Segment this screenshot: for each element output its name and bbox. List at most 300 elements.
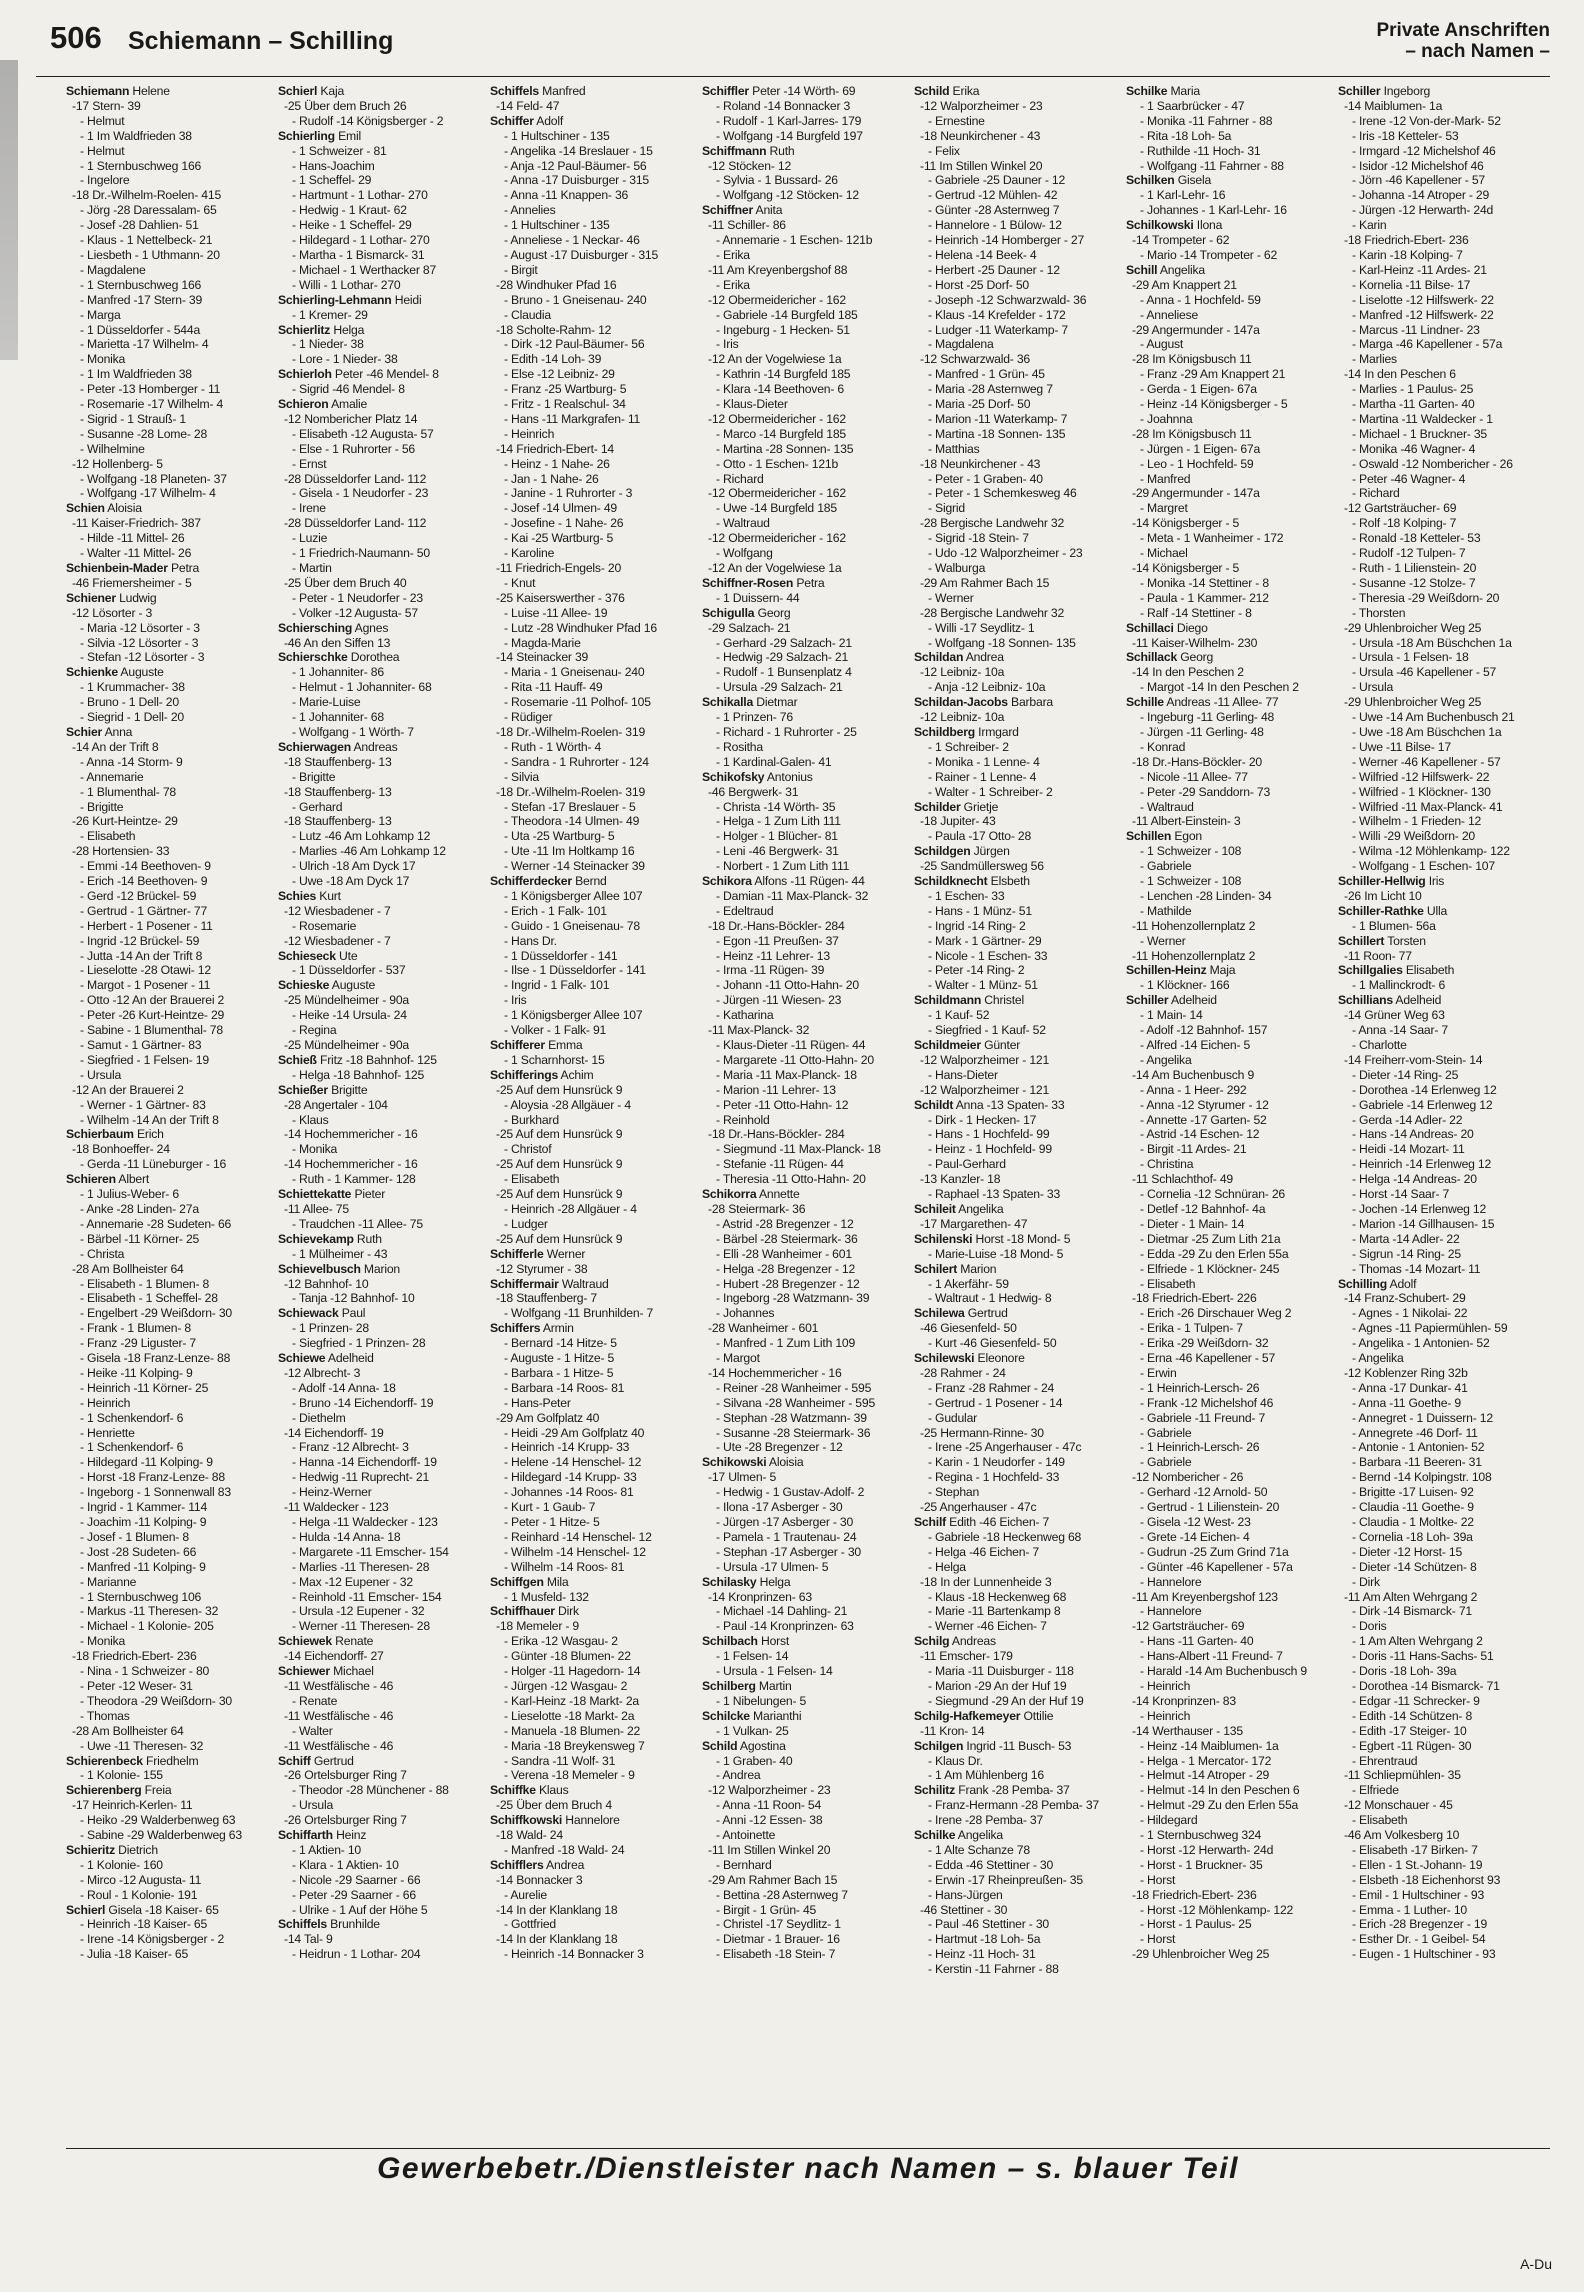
directory-entry: - Erna -46 Kapellener - 57 xyxy=(1140,1351,1276,1366)
directory-entry: - Heinrich xyxy=(80,1395,131,1410)
directory-entry: - Ursula -46 Kapellener - 57 xyxy=(1352,665,1497,680)
directory-entry: - Brigitte xyxy=(292,769,336,784)
directory-entry: - Marcus -11 Lindner- 23 xyxy=(1352,322,1480,337)
directory-entry: -29 Am Golfplatz 40 xyxy=(496,1410,600,1425)
directory-entry: - Ruth - 1 Kammer- 128 xyxy=(292,1172,416,1187)
directory-entry: -25 Über dem Bruch 40 xyxy=(284,575,407,590)
directory-entry: - Michael - 1 Bruckner- 35 xyxy=(1352,426,1488,441)
directory-entry: Schiffers Armin xyxy=(490,1321,574,1336)
directory-entry: Schiffmann Ruth xyxy=(702,143,795,158)
directory-entry: Schierling-Lehmann Heidi xyxy=(278,292,422,307)
directory-entry: - Willi -29 Weißdorn- 20 xyxy=(1352,829,1475,844)
directory-entry: - Frank -12 Michelshof 46 xyxy=(1140,1395,1274,1410)
directory-entry: - Heinz - 1 Hochfeld- 99 xyxy=(928,1142,1052,1157)
directory-entry: - Antonie - 1 Antonien- 52 xyxy=(1352,1440,1485,1455)
directory-entry: -18 Stauffenberg- 13 xyxy=(284,814,392,829)
directory-entry: - Ingelore xyxy=(80,173,130,188)
directory-entry: - Klaus -18 Heckenweg 68 xyxy=(928,1589,1067,1604)
directory-entry: Schiffels Manfred xyxy=(490,84,586,98)
directory-entry: - Josef -14 Ulmen- 49 xyxy=(504,501,617,516)
directory-entry: - Uwe -11 Theresen- 32 xyxy=(80,1738,204,1753)
directory-entry: - Marietta -17 Wilhelm- 4 xyxy=(80,337,209,352)
directory-entry: - Hedwig - 1 Kraut- 62 xyxy=(292,203,407,218)
running-head: Schiemann – Schilling xyxy=(128,27,394,55)
directory-entry: - Edith -17 Steiger- 10 xyxy=(1352,1723,1467,1738)
directory-entry: - Wolfgang -18 Planeten- 37 xyxy=(80,471,227,486)
directory-entry: - 1 Im Waldfrieden 38 xyxy=(80,128,192,143)
directory-entry: - Gabriele xyxy=(1140,859,1192,874)
directory-entry: - Susanne -28 Steiermark- 36 xyxy=(716,1425,871,1440)
directory-entry: -11 Schliepmühlen- 35 xyxy=(1344,1768,1461,1783)
directory-entry: - 1 Aktien- 10 xyxy=(292,1842,362,1857)
directory-entry: - Wolfgang -17 Wilhelm- 4 xyxy=(80,486,216,501)
directory-entry: - Ingeburg - 1 Hecken- 51 xyxy=(716,322,850,337)
directory-entry: - Peter - 1 Hitze- 5 xyxy=(504,1515,600,1529)
directory-entry: - Ingeborg - 1 Sonnenwall 83 xyxy=(80,1485,231,1500)
directory-entry: Schikorra Annette xyxy=(702,1187,800,1202)
directory-entry: - Heinrich xyxy=(1140,1708,1191,1723)
directory-entry: - Helmut xyxy=(80,113,125,128)
directory-entry: -11 Roon- 77 xyxy=(1344,948,1412,963)
directory-entry: - Marlies -11 Theresen- 28 xyxy=(292,1559,430,1574)
directory-entry: - Burkhard xyxy=(504,1112,559,1127)
directory-entry: - Gabriele xyxy=(1140,1425,1192,1440)
directory-entry: -12 Wiesbadener - 7 xyxy=(284,903,391,918)
directory-entry: - Monika xyxy=(80,1634,126,1649)
directory-entry: - Bettina -28 Asternweg 7 xyxy=(716,1887,848,1902)
directory-entry: - 1 Graben- 40 xyxy=(716,1753,793,1768)
directory-entry: -25 Über dem Bruch 26 xyxy=(284,98,407,113)
directory-entry: -46 Giesenfeld- 50 xyxy=(920,1321,1017,1336)
directory-entry: - Margot - 1 Posener - 11 xyxy=(80,978,211,993)
directory-entry: - Jutta -14 An der Trift 8 xyxy=(80,948,203,963)
directory-entry: - Walburga xyxy=(928,561,986,575)
directory-entry: - Lieselotte -28 Otawi- 12 xyxy=(80,963,211,978)
directory-entry: -25 Angerhauser - 47c xyxy=(920,1500,1037,1515)
directory-entry: -28 Am Bollheister 64 xyxy=(72,1723,184,1738)
directory-entry: Schildmeier Günter xyxy=(914,1038,1021,1052)
directory-entry: - Paula - 1 Kammer- 212 xyxy=(1140,590,1269,605)
directory-entry: - Irene -28 Pemba- 37 xyxy=(928,1813,1044,1828)
directory-entry: - Peter -29 Sanddorn- 73 xyxy=(1140,784,1271,799)
directory-entry: -12 Walporzheimer - 121 xyxy=(920,1052,1050,1067)
directory-entry: -11 Kaiser-Wilhelm- 230 xyxy=(1132,635,1258,650)
directory-entry: - Franz -25 Wartburg- 5 xyxy=(504,382,627,397)
directory-entry: - Ursula - 1 Felsen- 14 xyxy=(716,1664,833,1679)
directory-entry: - Helmut - 1 Johanniter- 68 xyxy=(292,680,432,695)
directory-entry: - Eugen - 1 Hultschiner - 93 xyxy=(1352,1947,1496,1962)
directory-entry: -18 Dr.-Wilhelm-Roelen- 415 xyxy=(72,188,222,203)
directory-column xyxy=(490,84,702,2140)
directory-entry: - Wolfgang -18 Sonnen- 135 xyxy=(928,635,1076,650)
directory-entry: - Pamela - 1 Trautenau- 24 xyxy=(716,1529,857,1544)
directory-entry: - Heinrich -14 Homberger - 27 xyxy=(928,233,1085,248)
directory-entry: -12 Walporzheimer - 121 xyxy=(920,1082,1050,1097)
directory-entry: - 1 Mallinckrodt- 6 xyxy=(1352,978,1446,993)
directory-entry: - Elisabeth xyxy=(1140,1276,1196,1291)
directory-entry: - Ulrike - 1 Auf der Höhe 5 xyxy=(292,1902,428,1917)
directory-entry: - Ilona -17 Asberger - 30 xyxy=(716,1500,843,1515)
directory-entry: -18 Stauffenberg- 13 xyxy=(284,754,392,769)
directory-entry: - Helene -14 Henschel- 12 xyxy=(504,1455,642,1470)
directory-entry: Schilitz Frank -28 Pemba- 37 xyxy=(914,1783,1070,1798)
directory-entry: - Anni -12 Essen- 38 xyxy=(716,1813,823,1828)
directory-entry: - Susanne -12 Stolze- 7 xyxy=(1352,575,1476,590)
directory-entry: -14 Hochemmericher - 16 xyxy=(284,1127,418,1142)
directory-entry: -18 Neunkirchener - 43 xyxy=(920,456,1041,471)
directory-entry: - Helga -28 Bregenzer - 12 xyxy=(716,1261,856,1276)
directory-entry: Schierschke Dorothea xyxy=(278,650,400,665)
directory-entry: Schilenski Horst -18 Mond- 5 xyxy=(914,1231,1071,1246)
directory-entry: - Wilma -12 Möhlenkamp- 122 xyxy=(1352,844,1510,859)
directory-entry: Schill Angelika xyxy=(1126,262,1205,277)
directory-entry: - Stefan -12 Lösorter - 3 xyxy=(80,650,205,665)
directory-entry: - Liselotte -12 Hilfswerk- 22 xyxy=(1352,292,1494,307)
directory-entry: -12 Bahnhof- 10 xyxy=(284,1276,369,1291)
directory-entry: - Gabriele xyxy=(1140,1455,1192,1470)
directory-entry: - Michael - 1 Werthacker 87 xyxy=(292,262,437,277)
directory-entry: - Hanna -14 Eichendorff- 19 xyxy=(292,1455,437,1470)
directory-entry: - Uwe -18 Am Büschchen 1a xyxy=(1352,724,1502,739)
directory-entry: - Kornelia -11 Bilse- 17 xyxy=(1352,277,1471,292)
directory-entry: Schievekamp Ruth xyxy=(278,1231,382,1246)
directory-entry: - Hubert -28 Bregenzer - 12 xyxy=(716,1276,860,1291)
directory-entry: - Heinz -14 Maiblumen- 1a xyxy=(1140,1738,1279,1753)
directory-entry: -14 Friedrich-Ebert- 14 xyxy=(496,441,614,456)
directory-entry: -14 Eichendorff- 27 xyxy=(284,1649,384,1664)
directory-entry: - Dieter -12 Horst- 15 xyxy=(1352,1544,1463,1559)
directory-entry: - Werner xyxy=(1140,933,1186,948)
directory-entry: - Silvia xyxy=(504,769,539,784)
directory-entry: - Manfred - 1 Grün- 45 xyxy=(928,367,1045,382)
directory-entry: -12 Obermeidericher - 162 xyxy=(708,531,846,546)
directory-entry: - Peter -12 Weser- 31 xyxy=(80,1678,193,1693)
directory-entry: - 1 Sternbuschweg 166 xyxy=(80,277,202,292)
directory-entry: - Elisabeth -12 Augusta- 57 xyxy=(292,426,434,441)
directory-entry: - Grete -14 Eichen- 4 xyxy=(1140,1529,1250,1544)
directory-entry: Schiffels Brunhilde xyxy=(278,1917,380,1932)
directory-entry: - Mark - 1 Gärtner- 29 xyxy=(928,933,1042,948)
directory-entry: - 1 Nibelungen- 5 xyxy=(716,1693,807,1708)
directory-entry: - Reinhold xyxy=(716,1112,770,1127)
directory-entry: - Sandra -11 Wolf- 31 xyxy=(504,1753,616,1768)
directory-entry: - Heinz-Werner xyxy=(292,1485,372,1500)
directory-entry: Schille Andreas -11 Allee- 77 xyxy=(1126,695,1279,710)
directory-entry: - Anna -11 Goethe- 9 xyxy=(1352,1395,1461,1410)
directory-entry: - 1 Prinzen- 76 xyxy=(716,710,793,725)
directory-entry: Schildt Anna -13 Spaten- 33 xyxy=(914,1097,1065,1112)
directory-entry: - Auguste - 1 Hitze- 5 xyxy=(504,1351,615,1366)
directory-columns xyxy=(66,84,1550,2140)
directory-entry: Schiersching Agnes xyxy=(278,620,389,635)
directory-entry: - Hans-Jürgen xyxy=(928,1887,1003,1902)
directory-entry: Schiller-Hellwig Iris xyxy=(1338,874,1445,889)
directory-entry: - Marlies xyxy=(1352,352,1397,367)
directory-entry: -29 Am Rahmer Bach 15 xyxy=(708,1872,838,1887)
directory-entry: - Peter -14 Ring- 2 xyxy=(928,963,1025,978)
directory-entry: - Reiner -28 Wanheimer - 595 xyxy=(716,1380,872,1395)
directory-entry: Schildberg Irmgard xyxy=(914,724,1019,739)
directory-entry: -28 Düsseldorfer Land- 112 xyxy=(284,471,427,486)
directory-entry: - Marion -11 Waterkamp- 7 xyxy=(928,411,1068,426)
directory-entry: - Monika - 1 Lenne- 4 xyxy=(928,754,1040,769)
directory-entry: - Jan - 1 Nahe- 26 xyxy=(504,471,599,486)
directory-entry: - 1 Sternbuschweg 324 xyxy=(1140,1828,1262,1843)
directory-entry: - Gudrun -25 Zum Grind 71a xyxy=(1140,1544,1289,1559)
directory-entry: - Martin xyxy=(292,561,332,575)
directory-entry: - Ingrid - 1 Falk- 101 xyxy=(504,978,610,993)
directory-entry: - Wolfgang - 1 Wörth- 7 xyxy=(292,724,414,739)
directory-entry: -14 Werthauser - 135 xyxy=(1132,1723,1243,1738)
directory-entry: -12 Wiesbadener - 7 xyxy=(284,933,391,948)
directory-entry: - 1 Im Waldfrieden 38 xyxy=(80,367,192,382)
directory-entry: - Paul-Gerhard xyxy=(928,1157,1006,1172)
directory-entry: - Wilfried - 1 Klöckner- 130 xyxy=(1352,784,1491,799)
directory-entry: - Wilhelm -14 Henschel- 12 xyxy=(504,1544,646,1559)
directory-entry: Schildgen Jürgen xyxy=(914,844,1010,859)
directory-entry: - Helmut -14 In den Peschen 6 xyxy=(1140,1783,1300,1798)
directory-entry: Schilewski Eleonore xyxy=(914,1351,1025,1366)
directory-entry: - Martina -11 Waldecker - 1 xyxy=(1352,411,1493,426)
directory-entry: Schilg Andreas xyxy=(914,1634,996,1649)
directory-entry: Schiller Adelheid xyxy=(1126,993,1217,1008)
directory-entry: - 1 Hultschiner - 135 xyxy=(504,128,610,143)
directory-entry: Schilewa Gertrud xyxy=(914,1306,1008,1321)
directory-entry: - Heinrich -28 Allgäuer - 4 xyxy=(504,1201,637,1216)
directory-entry: - Otto -12 An der Brauerei 2 xyxy=(80,993,225,1008)
directory-entry: -12 An der Vogelwiese 1a xyxy=(708,352,842,367)
directory-entry: - Hans-Joachim xyxy=(292,158,375,173)
directory-entry: - Nicole - 1 Eschen- 33 xyxy=(928,948,1048,963)
directory-entry: - Angelika -14 Breslauer - 15 xyxy=(504,143,653,158)
directory-entry: - 1 Heinrich-Lersch- 26 xyxy=(1140,1380,1260,1395)
directory-entry: -28 Wanheimer - 601 xyxy=(708,1321,819,1336)
directory-entry: - Egon -11 Preußen- 37 xyxy=(716,933,839,948)
directory-entry: -11 Kaiser-Friedrich- 387 xyxy=(72,516,201,531)
directory-entry: - Marion -29 An der Huf 19 xyxy=(928,1678,1067,1693)
directory-entry: - Maria -11 Duisburger - 118 xyxy=(928,1664,1074,1679)
directory-entry: - Thomas -14 Mozart- 11 xyxy=(1352,1261,1481,1276)
directory-entry: - Agnes -11 Papiermühlen- 59 xyxy=(1352,1321,1508,1336)
directory-entry: - Siegrid - 1 Dell- 20 xyxy=(80,710,184,725)
directory-entry: - Doris xyxy=(1352,1619,1387,1634)
directory-entry: - Klaus-Dieter xyxy=(716,397,788,412)
directory-entry: Schilberg Martin xyxy=(702,1678,792,1693)
directory-entry: Schiener Ludwig xyxy=(66,590,157,605)
directory-entry: - Klara - 1 Aktien- 10 xyxy=(292,1857,399,1872)
directory-entry: - August xyxy=(1140,337,1184,352)
directory-entry: - Ernst xyxy=(292,456,327,471)
directory-entry: - Bruno -14 Eichendorff- 19 xyxy=(292,1395,434,1410)
directory-entry: Schilcke Marianthi xyxy=(702,1708,802,1723)
directory-entry: - Bernd -14 Kolpingstr. 108 xyxy=(1352,1470,1492,1485)
directory-entry: -11 Schiller- 86 xyxy=(708,218,786,233)
directory-entry: - Gerhard xyxy=(292,799,343,814)
directory-entry: - Waltraud xyxy=(1140,799,1194,814)
directory-entry: - Bärbel -28 Steiermark- 36 xyxy=(716,1231,858,1246)
directory-entry: -12 Gartsträucher- 69 xyxy=(1344,501,1457,516)
directory-entry: - 1 Schenkendorf- 6 xyxy=(80,1440,184,1455)
directory-entry: - 1 Kolonie- 160 xyxy=(80,1857,163,1872)
directory-entry: -26 Im Licht 10 xyxy=(1344,888,1422,903)
directory-entry: - Oswald -12 Nombericher - 26 xyxy=(1352,456,1513,471)
directory-entry: - Joseph -12 Schwarzwald- 36 xyxy=(928,292,1087,307)
directory-entry: - Ruth - 1 Lilienstein- 20 xyxy=(1352,561,1477,575)
directory-entry: - Iris -18 Ketteler- 53 xyxy=(1352,128,1459,143)
directory-entry: - Jörn -46 Kapellener - 57 xyxy=(1352,173,1485,188)
directory-entry: - Elisabeth xyxy=(80,829,136,844)
directory-entry: - Hedwig - 1 Gustav-Adolf- 2 xyxy=(716,1485,865,1500)
directory-entry: - Peter - 1 Neudorfer - 23 xyxy=(292,590,423,605)
directory-entry: - Edgar -11 Schrecker- 9 xyxy=(1352,1693,1480,1708)
directory-entry: - Richard - 1 Ruhrorter - 25 xyxy=(716,724,857,739)
directory-entry: - Frank - 1 Blumen- 8 xyxy=(80,1321,191,1336)
directory-entry: Schiettekatte Pieter xyxy=(278,1187,386,1202)
directory-entry: - Sigrid xyxy=(928,501,966,516)
directory-entry: - Sigrid - 1 Strauß- 1 xyxy=(80,411,186,426)
directory-entry: - Hans -11 Markgrafen- 11 xyxy=(504,411,641,426)
directory-entry: - Uwe -14 Am Buchenbusch 21 xyxy=(1352,710,1515,725)
directory-entry: - Lenchen -28 Linden- 34 xyxy=(1140,888,1272,903)
directory-entry: Schildan Andrea xyxy=(914,650,1004,665)
directory-entry: - Johann -11 Otto-Hahn- 20 xyxy=(716,978,859,993)
directory-entry: - Siegfried - 1 Kauf- 52 xyxy=(928,1023,1046,1038)
directory-entry: Schiewe Adelheid xyxy=(278,1351,374,1366)
footer-rule xyxy=(66,2148,1550,2149)
directory-entry: - Annelies xyxy=(504,203,556,218)
directory-entry: Schieritz Dietrich xyxy=(66,1842,158,1857)
directory-entry: Schileit Angelika xyxy=(914,1201,1004,1216)
directory-entry: - Marlies -46 Am Lohkamp 12 xyxy=(292,844,446,859)
directory-entry: - Heinrich -11 Körner- 25 xyxy=(80,1380,209,1395)
directory-entry: - Angelika xyxy=(1140,1052,1192,1067)
directory-entry: - Heidi -29 Am Golfplatz 40 xyxy=(504,1425,645,1440)
directory-entry: - Marion -14 Gillhausen- 15 xyxy=(1352,1216,1495,1231)
directory-entry: - Helga - 1 Zum Lith 111 xyxy=(716,814,841,829)
directory-entry: - Konrad xyxy=(1140,739,1186,754)
directory-entry: - 1 Scharnhorst- 15 xyxy=(504,1052,605,1067)
directory-entry: - Anna -11 Roon- 54 xyxy=(716,1798,822,1813)
directory-entry: - Sylvia - 1 Bussard- 26 xyxy=(716,173,838,188)
directory-entry: - Sigrid -18 Stein- 7 xyxy=(928,531,1029,546)
directory-entry: - Luzie xyxy=(292,531,328,546)
directory-entry: -14 In der Klanklang 18 xyxy=(496,1902,618,1917)
directory-entry: - Waltraud xyxy=(716,516,770,531)
directory-entry: - Helmut -29 Zu den Erlen 55a xyxy=(1140,1798,1299,1813)
directory-entry: -46 Bergwerk- 31 xyxy=(708,784,799,799)
directory-entry: Schieren Albert xyxy=(66,1172,150,1187)
directory-entry: -18 Dr.-Hans-Böckler- 284 xyxy=(708,918,845,933)
directory-entry: - Gerhard -29 Salzach- 21 xyxy=(716,635,852,650)
directory-entry: - Elfriede - 1 Klöckner- 245 xyxy=(1140,1261,1280,1276)
directory-entry: - Dieter -14 Ring- 25 xyxy=(1352,1067,1459,1082)
directory-entry: - Heinrich -14 Bonnacker 3 xyxy=(504,1947,644,1962)
directory-entry: - Gudular xyxy=(928,1410,978,1425)
directory-entry: -46 Am Volkesberg 10 xyxy=(1344,1828,1460,1843)
directory-entry: - 1 Am Alten Wehrgang 2 xyxy=(1352,1634,1483,1649)
directory-entry: - 1 Schweizer - 81 xyxy=(292,143,387,158)
directory-entry: - Stephan -17 Asberger - 30 xyxy=(716,1544,862,1559)
directory-entry: - Ludger -11 Waterkamp- 7 xyxy=(928,322,1068,337)
directory-entry: - Siegmund -11 Max-Planck- 18 xyxy=(716,1142,881,1157)
directory-entry: - Emma - 1 Luther- 10 xyxy=(1352,1902,1468,1917)
directory-entry: -28 Hortensien- 33 xyxy=(72,844,170,859)
directory-entry: -18 Jupiter- 43 xyxy=(920,814,996,829)
directory-entry: Schifferdecker Bernd xyxy=(490,874,607,889)
directory-entry: Schikofsky Antonius xyxy=(702,769,813,784)
directory-entry: - Stephan -28 Watzmann- 39 xyxy=(716,1410,867,1425)
directory-entry: Schierenbeck Friedhelm xyxy=(66,1753,199,1768)
directory-entry: - Hedwig -29 Salzach- 21 xyxy=(716,650,849,665)
directory-entry: - Klara -14 Beethoven- 6 xyxy=(716,382,844,397)
directory-entry: - Hildegard - 1 Lothar- 270 xyxy=(292,233,430,248)
directory-entry: -29 Uhlenbroicher Weg 25 xyxy=(1344,620,1482,635)
directory-entry: - Marga -46 Kapellener - 57a xyxy=(1352,337,1503,352)
directory-entry: - 1 Blumen- 56a xyxy=(1352,918,1436,933)
directory-entry: - Irma -11 Rügen- 39 xyxy=(716,963,825,978)
directory-entry: - Heinrich -18 Kaiser- 65 xyxy=(80,1917,208,1932)
directory-entry: - Bärbel -11 Körner- 25 xyxy=(80,1231,200,1246)
directory-entry: - Hans -14 Andreas- 20 xyxy=(1352,1127,1474,1142)
directory-entry: -11 Max-Planck- 32 xyxy=(708,1023,810,1038)
directory-entry: - Jürgen -17 Asberger - 30 xyxy=(716,1515,854,1529)
directory-entry: - Gerda -11 Lüneburger - 16 xyxy=(80,1157,227,1172)
directory-entry: -28 Windhuker Pfad 16 xyxy=(496,277,617,292)
directory-entry: - Erwin xyxy=(1140,1365,1177,1380)
directory-entry: - Raphael -13 Spaten- 33 xyxy=(928,1187,1061,1202)
directory-entry: - Barbara -11 Beeren- 31 xyxy=(1352,1455,1482,1470)
directory-entry: -28 Angertaler - 104 xyxy=(284,1097,388,1112)
directory-entry: - 1 Musfeld- 132 xyxy=(504,1589,589,1604)
directory-entry: - Dorothea -14 Erlenweg 12 xyxy=(1352,1082,1497,1097)
directory-entry: Schiffner Anita xyxy=(702,203,783,218)
directory-entry: - Manfred - 1 Zum Lith 109 xyxy=(716,1336,856,1351)
directory-entry: - Theodora -29 Weißdorn- 30 xyxy=(80,1693,232,1708)
directory-entry: - Annegrete -46 Dorf- 11 xyxy=(1352,1425,1478,1440)
directory-entry: - Hans - 1 Münz- 51 xyxy=(928,903,1032,918)
directory-entry: - Hartmunt - 1 Lothar- 270 xyxy=(292,188,428,203)
directory-entry: - Gabriele -14 Erlenweg 12 xyxy=(1352,1097,1493,1112)
directory-entry: Schiff Gertrud xyxy=(278,1753,354,1768)
directory-entry: - Jürgen - 1 Eigen- 67a xyxy=(1140,441,1261,456)
directory-entry: - Christina xyxy=(1140,1157,1194,1172)
directory-entry: - Astrid -28 Bregenzer - 12 xyxy=(716,1216,854,1231)
directory-entry: - Adolf -12 Bahnhof- 157 xyxy=(1140,1023,1268,1038)
directory-entry: -12 Schwarzwald- 36 xyxy=(920,352,1030,367)
directory-entry: - Gertrud - 1 Posener - 14 xyxy=(928,1395,1063,1410)
directory-entry: -28 Rahmer - 24 xyxy=(920,1365,1006,1380)
directory-entry: -28 Am Bollheister 64 xyxy=(72,1261,184,1276)
directory-entry: -25 Auf dem Hunsrück 9 xyxy=(496,1157,623,1172)
section-title-line: Private Anschriften xyxy=(1376,20,1550,41)
directory-entry: - Elisabeth - 1 Blumen- 8 xyxy=(80,1276,210,1291)
directory-entry: -11 Waldecker - 123 xyxy=(284,1500,389,1515)
directory-entry: -11 Albert-Einstein- 3 xyxy=(1132,814,1241,829)
directory-entry: Schienbein-Mader Petra xyxy=(66,561,200,575)
directory-entry: - Wilhelm - 1 Frieden- 12 xyxy=(1352,814,1482,829)
directory-entry: - Annemarie -28 Sudeten- 66 xyxy=(80,1216,232,1231)
directory-entry: - 1 Blumenthal- 78 xyxy=(80,784,176,799)
directory-entry: Schiffke Klaus xyxy=(490,1783,569,1798)
directory-entry: - Monika -11 Fahrner - 88 xyxy=(1140,113,1273,128)
directory-entry: - Jost -28 Sudeten- 66 xyxy=(80,1544,197,1559)
directory-entry: - Erich -14 Beethoven- 9 xyxy=(80,874,208,889)
directory-entry: - Helga - 1 Mercator- 172 xyxy=(1140,1753,1272,1768)
directory-entry: - Peter -26 Kurt-Heintze- 29 xyxy=(80,1008,225,1023)
directory-entry: - Emmi -14 Beethoven- 9 xyxy=(80,859,211,874)
directory-entry: - Gertrud - 1 Gärtner- 77 xyxy=(80,903,208,918)
directory-entry: - 1 Kremer- 29 xyxy=(292,307,368,322)
